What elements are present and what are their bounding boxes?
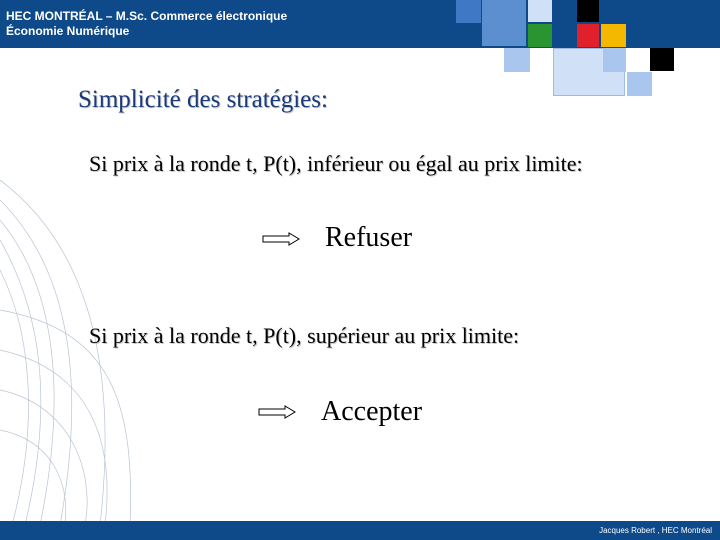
slide-title: Simplicité des stratégies: [78,86,328,113]
deco-square [577,24,599,47]
condition-1: Si prix à la ronde t, P(t), inférieur ou égal au prix limite: [89,151,583,176]
deco-square [553,24,575,47]
course-subtitle: Économie Numérique [6,24,130,38]
background-arcs [0,180,140,525]
deco-square [528,24,552,47]
arrow-icon [258,405,296,419]
deco-square [650,48,674,71]
header-text [6,9,287,39]
condition-2: Si prix à la ronde t, P(t), supérieur au prix limite: [89,323,520,348]
deco-square [603,48,626,72]
deco-square [528,0,552,22]
result-refuse: Refuser [325,222,413,253]
deco-square [577,0,599,22]
deco-square [456,0,481,23]
footer-credit: Jacques Robert , HEC Montréal [599,526,712,535]
footer-bar [0,521,720,540]
deco-square [553,0,575,22]
result-accept: Accepter [321,396,423,427]
deco-square [627,72,652,96]
deco-square [482,0,526,46]
deco-square [601,24,626,47]
course-title: HEC MONTRÉAL – M.Sc. Commerce électronique [6,9,288,23]
deco-square [504,48,530,72]
arrow-icon [262,232,300,246]
